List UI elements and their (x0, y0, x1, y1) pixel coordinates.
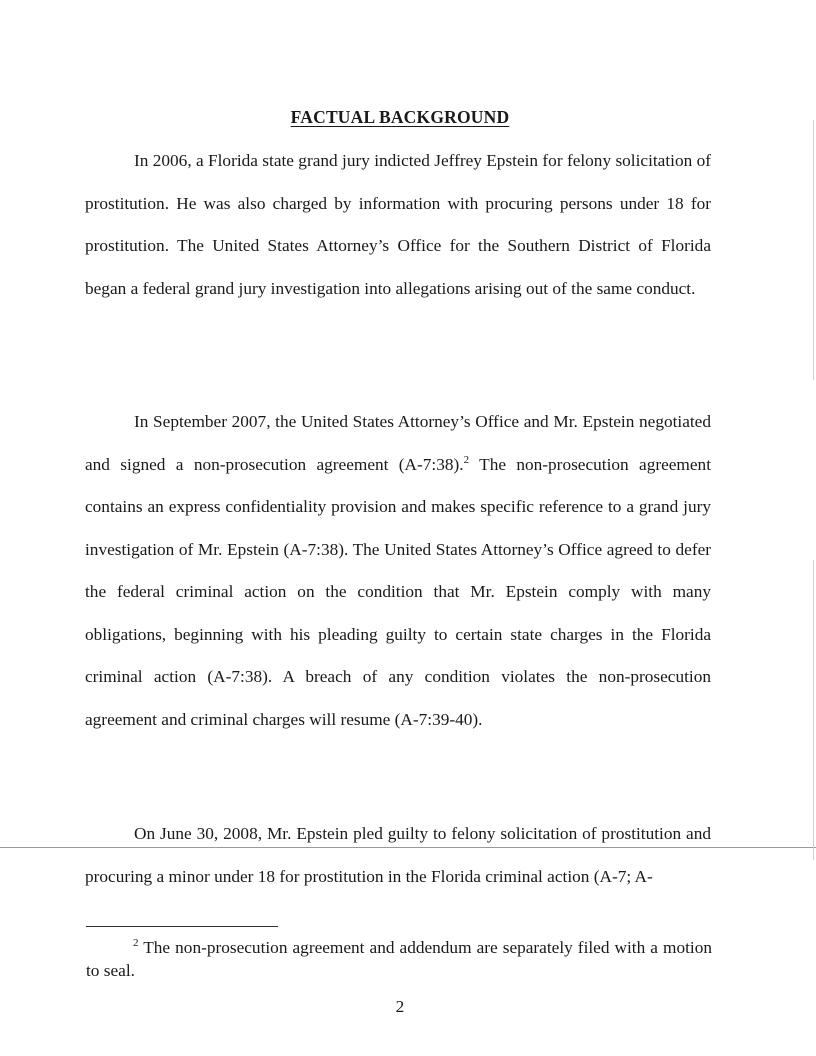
paragraph-1 (85, 140, 711, 310)
scan-edge-mark (813, 120, 814, 380)
paragraph-2-text-before-note: In September 2007, the United States Attorney’s Office and Mr. Epstein negotiated and signed a non-prosecution agreement (A-7:38). (85, 412, 711, 474)
scan-artifact-line (0, 847, 816, 848)
footnote-text: The non-prosecution agreement and addendum are separately filed with a motion to seal. (86, 938, 712, 980)
footnote-reference: 2 (463, 453, 470, 466)
footnote (86, 936, 712, 982)
footnote-number: 2 (133, 937, 139, 950)
paragraph-2-text-after-note: The non-prosecution agreement contains an express confidentiality provision and makes specific reference to a grand jury investigation of Mr. Epstein (A-7:38). The United States Attorney’s Office agreed to defer the federal criminal action on the condition that Mr. Epstein comply with many obligations, beginning with his pleading guilty to certain state charges in the Florida criminal action (A-7:38). A breach of any condition violates the non-prosecution agreement and criminal charges will resume (A-7:39-40). (85, 454, 711, 729)
footnote-separator (86, 926, 278, 927)
page-number: 2 (395, 997, 405, 1016)
scan-edge-mark (813, 560, 814, 860)
paragraph-3-text: On June 30, 2008, Mr. Epstein pled guilty to felony solicitation of prostitution and procuring a minor under 18 for prostitution in the Florida criminal action (A-7; A- (85, 824, 711, 886)
paragraph-3 (85, 813, 711, 898)
paragraph-2 (85, 401, 711, 741)
paragraph-1-text: In 2006, a Florida state grand jury indicted Jeffrey Epstein for felony solicitation of prostitution. He was also charged by information with procuring persons under 18 for prostitution. The United States Attorney’s Office for the Southern District of Florida began a federal grand jury investigation into allegations arising out of the same conduct. (85, 151, 711, 298)
section-heading: FACTUAL BACKGROUND (290, 107, 510, 127)
